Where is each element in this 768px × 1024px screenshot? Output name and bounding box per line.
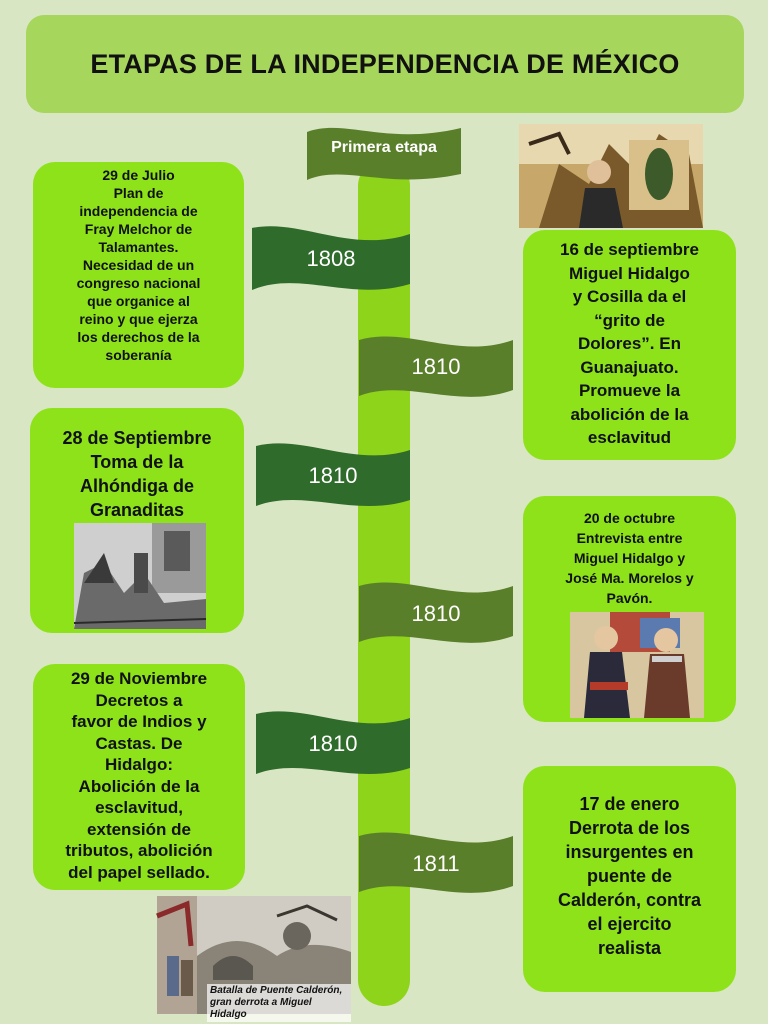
- year-label: 1810: [308, 463, 358, 488]
- event-box-decretos: [33, 664, 245, 890]
- alhondiga-image: [74, 523, 206, 629]
- year-label: 1811: [412, 851, 460, 876]
- photo-caption: Batalla de Puente Calderón, gran derrota a Miguel Hidalgo: [207, 984, 351, 1022]
- hidalgo-banner-image: [519, 124, 703, 228]
- event-box-plan-talamantes: [33, 162, 244, 388]
- puente-calderon-image: [157, 896, 351, 1020]
- event-text: 20 de octubre Entrevista entre Miguel Hidalgo y José Ma. Morelos y Pavón.: [565, 510, 694, 606]
- year-flag-1811: [357, 826, 515, 902]
- year-label: 1810: [411, 601, 461, 626]
- stage-flag: [305, 118, 463, 190]
- event-box-puente-calderon: [523, 766, 736, 992]
- year-flag-1810-c: [357, 576, 515, 652]
- title-box: [26, 15, 744, 113]
- page-title: ETAPAS DE LA INDEPENDENCIA DE MÉXICO: [90, 48, 680, 79]
- event-text: 29 de Julio Plan de independencia de Fray Melchor de Talamantes. Necesidad de un congreso nacional que organice al reino y que ejerza los derechos de la soberanía: [76, 167, 201, 363]
- event-text: 28 de Septiembre Toma de la Alhóndiga de Granaditas: [62, 428, 212, 520]
- year-flag-1810-d: [254, 706, 412, 782]
- event-text: 16 de septiembre Miguel Hidalgo y Cosilla da el “grito de Dolores”. En Guanajuato. Promueve la abolición de la esclavitud: [560, 240, 699, 447]
- year-flag-1810-b: [254, 438, 412, 514]
- year-label: 1810: [308, 731, 358, 756]
- year-label: 1810: [411, 354, 461, 379]
- event-box-grito-dolores: [523, 230, 736, 460]
- year-label: 1808: [306, 246, 356, 271]
- event-text: 17 de enero Derrota de los insurgentes en puente de Calderón, contra el ejercito realista: [557, 794, 702, 958]
- event-text: 29 de Noviembre Decretos a favor de Indios y Castas. De Hidalgo: Abolición de la esclavitud, extensión de tributos, abolición del papel sellado.: [65, 669, 213, 882]
- year-flag-1808: [250, 222, 412, 296]
- year-flag-1810-a: [357, 330, 515, 404]
- hidalgo-morelos-image: [570, 612, 704, 718]
- stage-flag-label: Primera etapa: [331, 139, 437, 156]
